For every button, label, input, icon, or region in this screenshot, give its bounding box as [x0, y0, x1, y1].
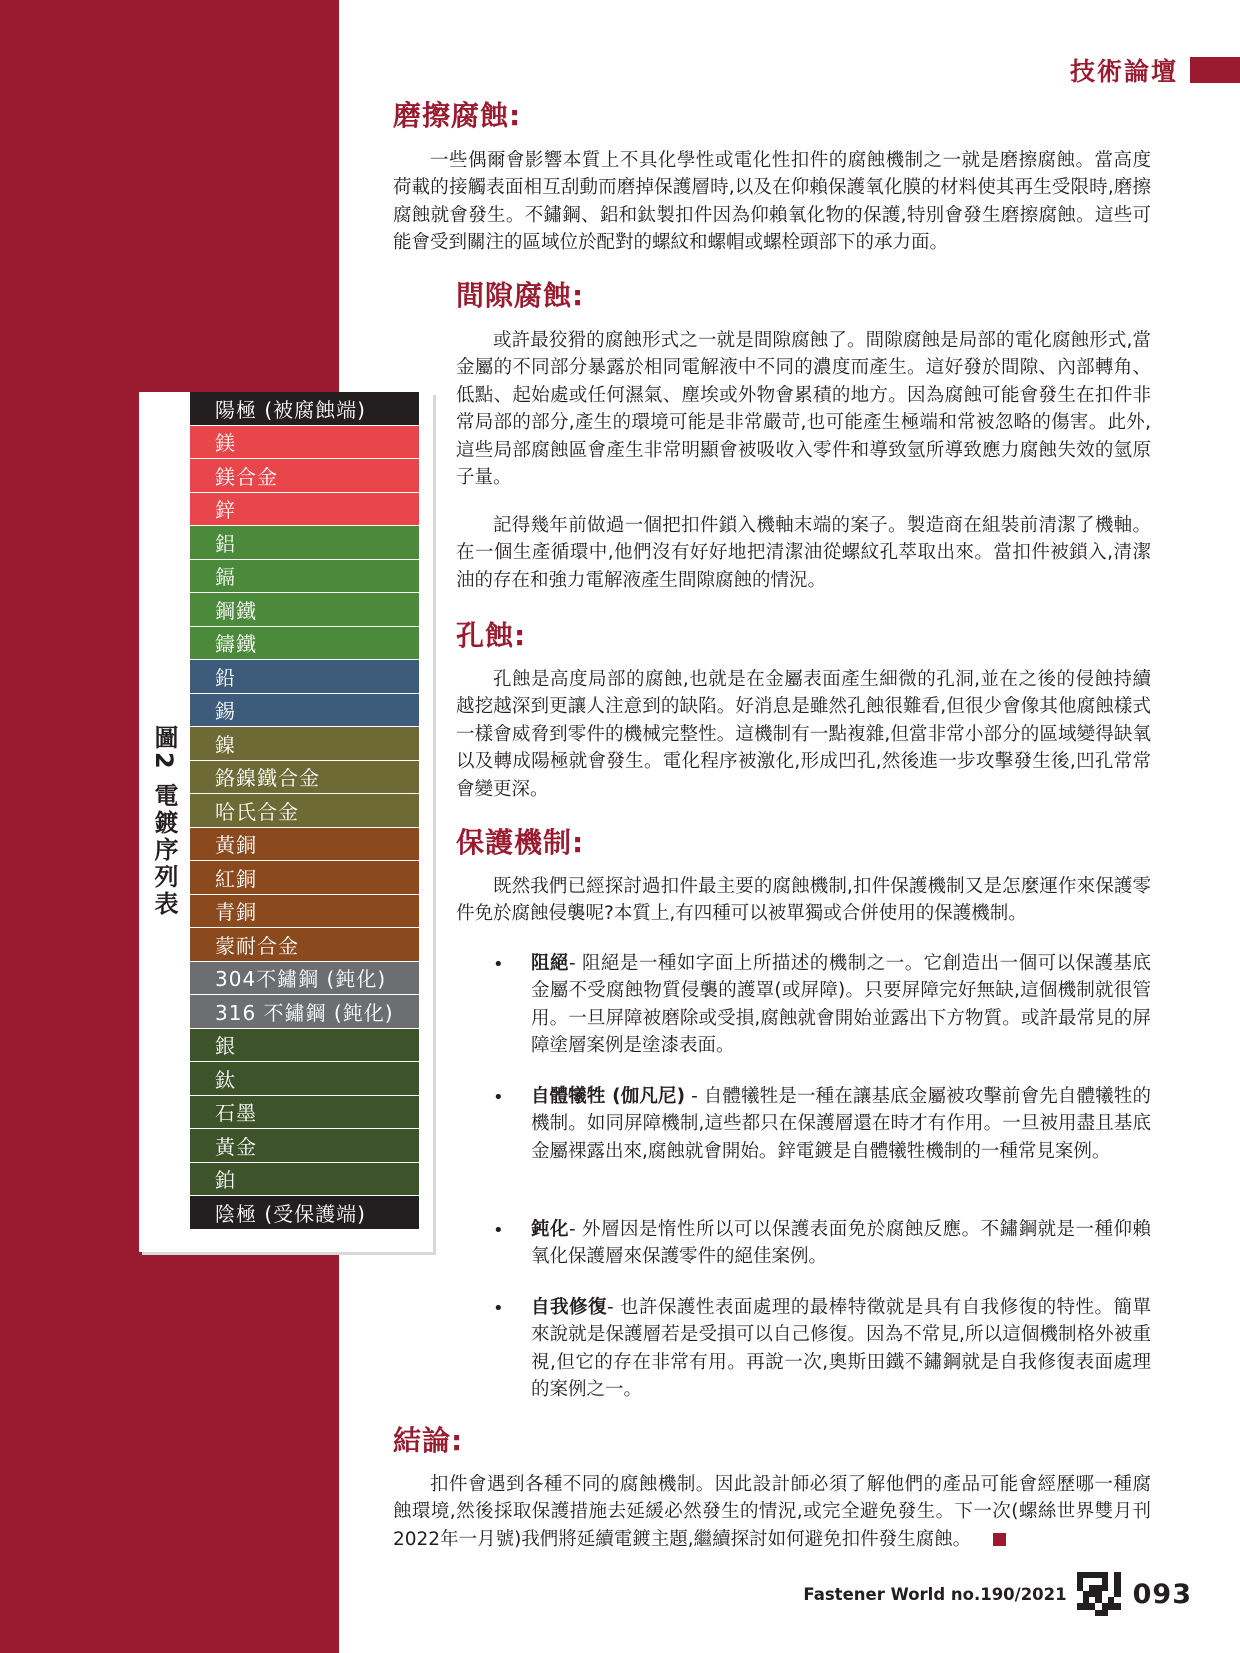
page-footer — [803, 1572, 1192, 1616]
series-row: 陽極 (被腐蝕端) — [190, 392, 419, 426]
series-row: 紅銅 — [190, 861, 419, 895]
series-row: 316 不鏽鋼 (鈍化) — [190, 995, 419, 1029]
paragraph-pitting: 孔蝕是高度局部的腐蝕,也就是在金屬表面產生細微的孔洞,並在之後的侵蝕持續越挖越深到更讓人注意到的缺陷。好消息是雖然孔蝕很難看,但很少會像其他腐蝕樣式一樣會威脅到零件的機械完整性。這機制有一點複雜,但當非常小部分的區域變得缺氧以及轉成陽極就會發生。電化程序被激化,形成凹孔,然後進一步攻擊發生後,凹孔常常會變更深。 — [456, 669, 1151, 800]
section-tag-label: 技術論壇 — [1069, 57, 1178, 86]
series-row: 黃金 — [190, 1129, 419, 1163]
series-row: 哈氏合金 — [190, 794, 419, 828]
bullet-barrier: 阻絕- 阻絕是一種如字面上所描述的機制之一。它創造出一個可以保護基底金屬不受腐蝕物質侵襲的護罩(或屏障)。只要屏障完好無缺,這個機制就很管用。一旦屏障被磨除或受損,腐蝕就會開始並露出下方物質。或許最常見的屏障塗層案例是塗漆表面。 — [531, 953, 1151, 1057]
bullet-dot: • — [493, 954, 504, 975]
heading-pitting: 孔蝕: — [456, 619, 527, 652]
series-row: 陰極 (受保護端) — [190, 1196, 419, 1230]
paragraph-abrasion: 一些偶爾會影響本質上不具化學性或電化性扣件的腐蝕機制之一就是磨擦腐蝕。當高度荷載的接觸表面相互刮動而磨掉保護層時,以及在仰賴保護氧化膜的材料使其再生受限時,磨擦腐蝕就會發生。不鏽鋼、鋁和鈦製扣件因為仰賴氧化物的保護,特別會發生磨擦腐蝕。這些可能會受到關注的區域位於配對的螺紋和螺帽或螺栓頭部下的承力面。 — [393, 150, 1151, 254]
heading-conclusion: 結論: — [393, 1424, 464, 1457]
series-row: 鑄鐵 — [190, 627, 419, 661]
series-row: 鋼鐵 — [190, 593, 419, 627]
paragraph-crevice-1: 或許最狡猾的腐蝕形式之一就是間隙腐蝕了。間隙腐蝕是局部的電化腐蝕形式,當金屬的不同部分暴露於相同電解液中不同的濃度而產生。這好發於間隙、內部轉角、低點、起始處或任何濕氣、塵埃或外物會累積的地方。因為腐蝕可能會發生在扣件非常局部的部分,產生的環境可能是非常嚴苛,也可能產生極端和常被忽略的傷害。此外,這些局部腐蝕區會產生非常明顯會被吸收入零件和導致氫所導致應力腐蝕失效的氫原子量。 — [456, 330, 1151, 489]
series-row: 鉑 — [190, 1163, 419, 1197]
bullet-self-healing: 自我修復- 也許保護性表面處理的最棒特徵就是具有自我修復的特性。簡單來說就是保護層若是受損可以自己修復。因為不常見,所以這個機制格外被重視,但它的存在非常有用。再說一次,奧斯田鐵不鏽鋼就是自我修復表面處理的案例之一。 — [531, 1297, 1151, 1401]
series-row: 黃銅 — [190, 828, 419, 862]
series-row: 鋁 — [190, 526, 419, 560]
heading-protection: 保護機制: — [456, 826, 585, 859]
paragraph-crevice-2: 記得幾年前做過一個把扣件鎖入機軸末端的案子。製造商在組裝前清潔了機軸。在一個生產循環中,他們沒有好好地把清潔油從螺紋孔萃取出來。當扣件被鎖入,清潔油的存在和強力電解液產生間隙腐蝕的情況。 — [456, 515, 1151, 591]
series-row: 鉻鎳鐵合金 — [190, 761, 419, 795]
series-row: 蒙耐合金 — [190, 928, 419, 962]
series-row: 錫 — [190, 694, 419, 728]
series-row: 鉛 — [190, 660, 419, 694]
series-row: 石墨 — [190, 1096, 419, 1130]
galvanic-series-list — [190, 392, 419, 1230]
figure-caption-text: 圖2 電鍍序列表 — [150, 725, 178, 919]
series-row: 銀 — [190, 1029, 419, 1063]
series-row: 鎂合金 — [190, 459, 419, 493]
end-mark-icon — [993, 1533, 1006, 1546]
series-row: 青銅 — [190, 895, 419, 929]
series-row: 鎂 — [190, 426, 419, 460]
heading-crevice: 間隙腐蝕: — [456, 279, 585, 312]
bullet-passivation: 鈍化- 外層因是惰性所以可以保護表面免於腐蝕反應。不鏽鋼就是一種仰賴氧化保護層來保護零件的絕佳案例。 — [531, 1219, 1151, 1268]
page-number: 093 — [1132, 1578, 1192, 1610]
qr-code-icon — [1077, 1572, 1121, 1616]
series-row: 304不鏽鋼 (鈍化) — [190, 962, 419, 996]
section-tag — [1070, 52, 1240, 88]
paragraph-conclusion: 扣件會遇到各種不同的腐蝕機制。因此設計師必須了解他們的產品可能會經歷哪一種腐蝕環境,然後採取保護措施去延緩必然發生的情況,或完全避免發生。下一次(螺絲世界雙月刊2022年一月號)我們將延續電鍍主題,繼續探討如何避免扣件發生腐蝕。 — [393, 1474, 1151, 1550]
bullet-sacrificial: 自體犧牲 (伽凡尼) - 自體犧牲是一種在讓基底金屬被攻擊前會先自體犧牲的機制。如同屏障機制,這些都只在保護層還在時才有作用。一旦被用盡且基底金屬裸露出來,腐蝕就會開始。鋅電鍍是自體犧牲機制的一種常見案例。 — [531, 1086, 1151, 1162]
series-row: 鎳 — [190, 727, 419, 761]
bullet-dot: • — [493, 1220, 504, 1241]
series-row: 鎘 — [190, 560, 419, 594]
bullet-dot: • — [493, 1087, 504, 1108]
bullet-dot: • — [493, 1298, 504, 1319]
section-tag-bar — [1190, 57, 1240, 83]
figure-caption — [139, 392, 190, 1252]
series-row: 鈦 — [190, 1062, 419, 1096]
galvanic-series-figure — [139, 392, 433, 1252]
heading-abrasion: 磨擦腐蝕: — [393, 99, 522, 132]
series-row: 鋅 — [190, 493, 419, 527]
qr-module — [1114, 1610, 1120, 1616]
magazine-title: Fastener World no.190/2021 — [803, 1584, 1067, 1604]
paragraph-protection: 既然我們已經探討過扣件最主要的腐蝕機制,扣件保護機制又是怎麼運作來保護零件免於腐蝕侵襲呢?本質上,有四種可以被單獨或合併使用的保護機制。 — [456, 876, 1151, 925]
